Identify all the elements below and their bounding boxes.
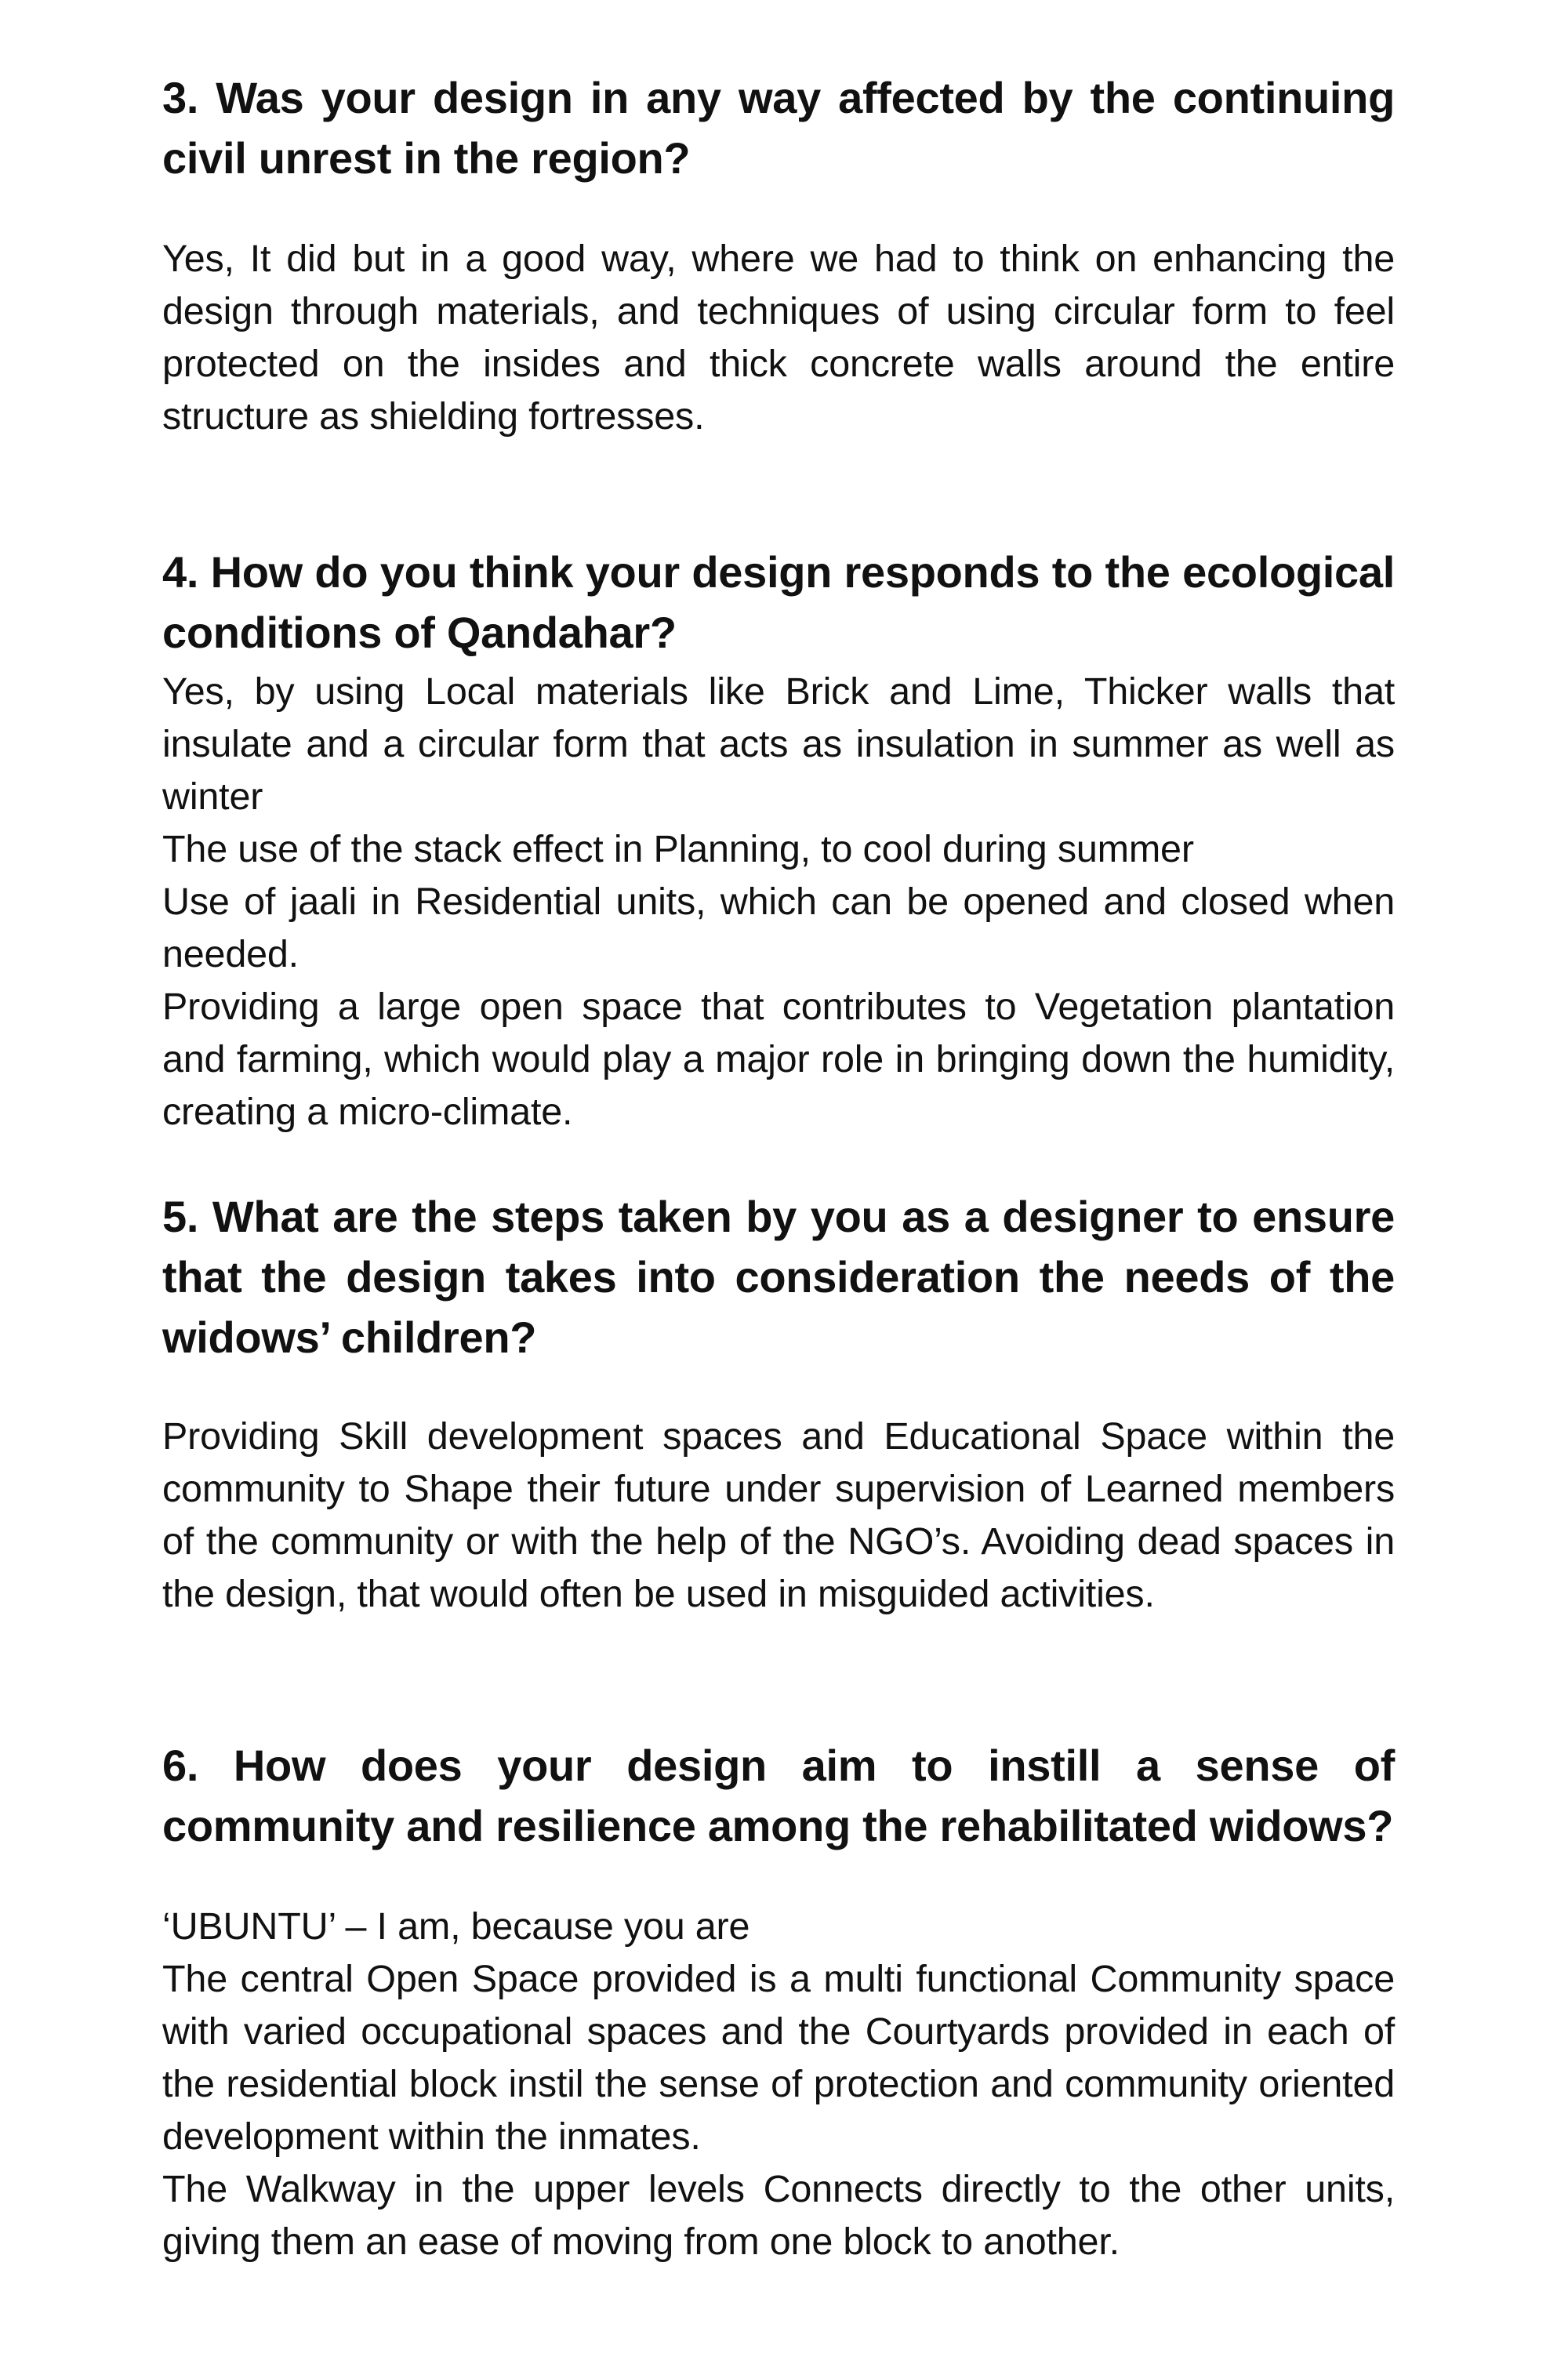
question-5-answer: [162, 1411, 1395, 1621]
question-6-heading: 6. How does your design aim to instill a sense of community and resilience among the rehabilitated widows?: [162, 1741, 1395, 1850]
question-6-section: [162, 1735, 1395, 2268]
answer-paragraph: The Walkway in the upper levels Connects directly to the other units, giving them an ease of moving from one block to another.: [162, 2168, 1395, 2263]
question-6-answer: [162, 1901, 1395, 2268]
question-4-section: [162, 542, 1395, 1138]
question-4-answer: [162, 666, 1395, 1138]
answer-paragraph: Providing Skill development spaces and Educational Space within the community to Shape their future under supervision of Learned members of the community or with the help of the NGO’s. Avoiding dead spaces in the design, that would often be used in misguided activities.: [162, 1415, 1395, 1615]
question-3-heading: 3. Was your design in any way affected by the continuing civil unrest in the region?: [162, 73, 1395, 183]
question-5-heading: 5. What are the steps taken by you as a designer to ensure that the design takes into consideration the needs of the widows’ children?: [162, 1192, 1395, 1362]
question-5-section: [162, 1186, 1395, 1621]
answer-paragraph: The use of the stack effect in Planning, to cool during summer: [162, 828, 1194, 870]
answer-paragraph: ‘UBUNTU’ – I am, because you are: [162, 1905, 750, 1948]
answer-paragraph: Use of jaali in Residential units, which can be opened and closed when needed.: [162, 881, 1395, 975]
answer-paragraph: Yes, by using Local materials like Brick and Lime, Thicker walls that insulate and a circular form that acts as insulation in summer as well as winter: [162, 670, 1395, 818]
answer-paragraph: Yes, It did but in a good way, where we had to think on enhancing the design through materials, and techniques of using circular form to feel protected on the insides and thick concrete walls around the entire structure as shielding fortresses.: [162, 238, 1395, 438]
question-4-heading: 4. How do you think your design responds to the ecological conditions of Qandahar?: [162, 547, 1395, 657]
question-3-answer: [162, 233, 1395, 443]
answer-paragraph: The central Open Space provided is a multi functional Community space with varied occupational spaces and the Courtyards provided in each of the residential block instil the sense of protection and community oriented development within the inmates.: [162, 1958, 1395, 2158]
question-3-section: [162, 67, 1395, 443]
answer-paragraph: Providing a large open space that contributes to Vegetation plantation and farming, which would play a major role in bringing down the humidity, creating a micro-climate.: [162, 986, 1395, 1133]
